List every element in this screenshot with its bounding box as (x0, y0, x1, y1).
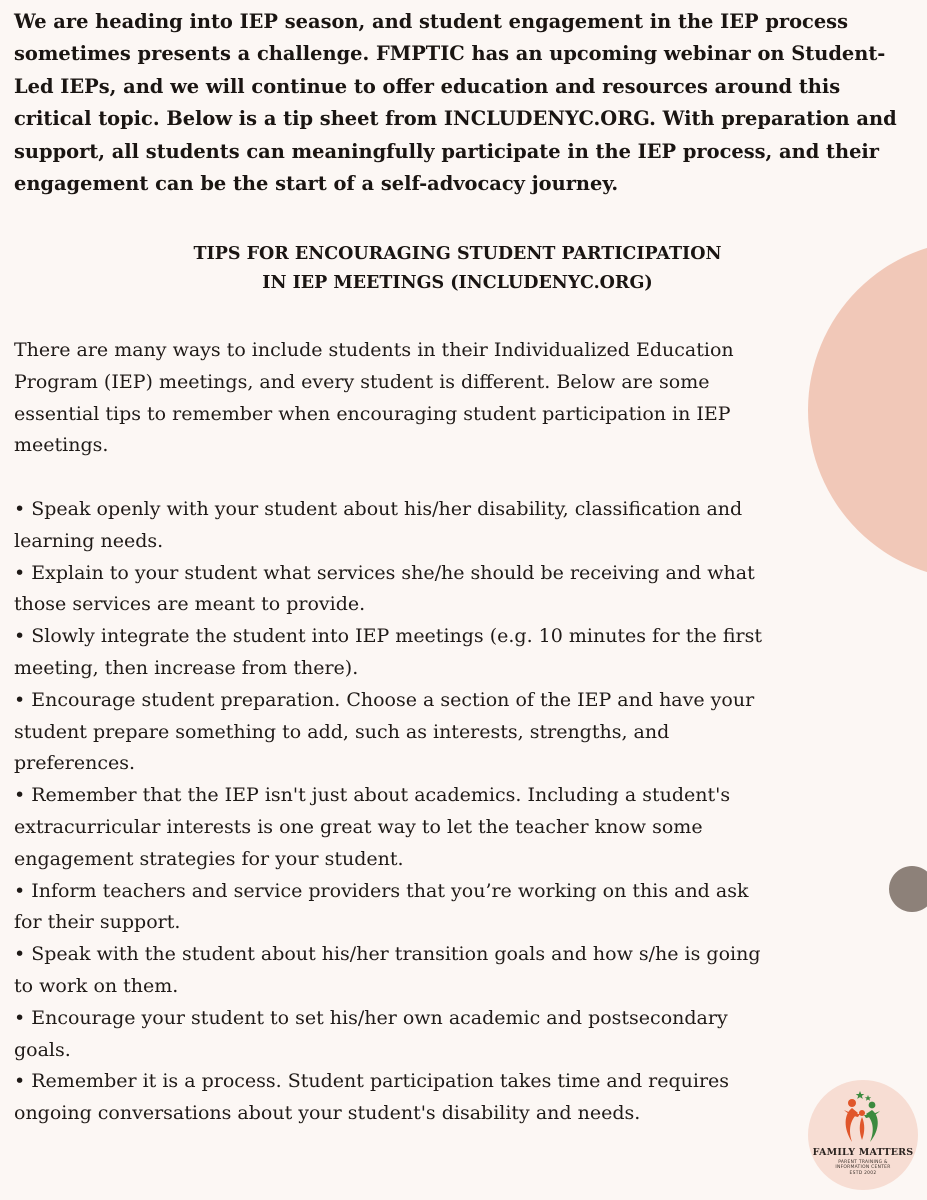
heading-line-2: IN IEP MEETINGS (INCLUDENYC.ORG) (262, 273, 653, 293)
logo-subtitle-line: ESTD 2002 (849, 1170, 877, 1176)
tip-item: • Speak with the student about his/her transition goals and how s/he is going to work on them. (14, 943, 761, 997)
tip-sheet-heading (0, 240, 915, 298)
tips-list (14, 494, 774, 1130)
tip-item: • Speak openly with your student about his/her disability, classification and learning needs. (14, 498, 743, 552)
decorative-gray-circle (889, 866, 927, 912)
logo-subtitle-line: INFORMATION CENTER (835, 1165, 891, 1171)
tip-item: • Slowly integrate the student into IEP meetings (e.g. 10 minutes for the first meeting, then increase from there). (14, 625, 762, 679)
logo-subtitle-line: PARENT TRAINING & (838, 1160, 888, 1165)
family-matters-logo (808, 1080, 918, 1190)
tip-item: • Explain to your student what services she/he should be receiving and what those services are meant to provide. (14, 561, 755, 616)
logo-subtitle (818, 1160, 908, 1176)
heading-line-1: TIPS FOR ENCOURAGING STUDENT PARTICIPATION (193, 244, 722, 264)
tip-item: • Encourage your student to set his/her own academic and postsecondary goals. (14, 1006, 728, 1061)
tip-item: • Inform teachers and service providers that you’re working on this and ask for their support. (14, 879, 749, 934)
tip-item: • Encourage student preparation. Choose a section of the IEP and have your student prepare something to add, such as interests, strengths, and preferences. (14, 688, 755, 775)
tip-item: • Remember it is a process. Student participation takes time and requires ongoing conversations about your student's disability and needs. (14, 1070, 730, 1125)
tip-item: • Remember that the IEP isn't just about academics. Including a student's extracurricular interests is one great way to let the teacher know some engagement strategies for your student. (14, 784, 731, 870)
logo-title: FAMILY MATTERS (812, 1147, 914, 1158)
intro-paragraph: We are heading into IEP season, and student engagement in the IEP process sometimes presents a challenge. FMPTIC has an upcoming webinar on Student-Led IEPs, and we will continue to offer education and resources around this critical topic. Below is a tip sheet from INCLUDENYC.ORG. With preparation and support, all students can meaningfully participate in the IEP process, and their engagement can be the start of a self-advocacy journey. (14, 10, 897, 196)
lead-paragraph: There are many ways to include students in their Individualized Education Program (IEP) meetings, and every student is different. Below are some essential tips to remember when encouraging student participation in IEP meetings. (14, 339, 734, 457)
